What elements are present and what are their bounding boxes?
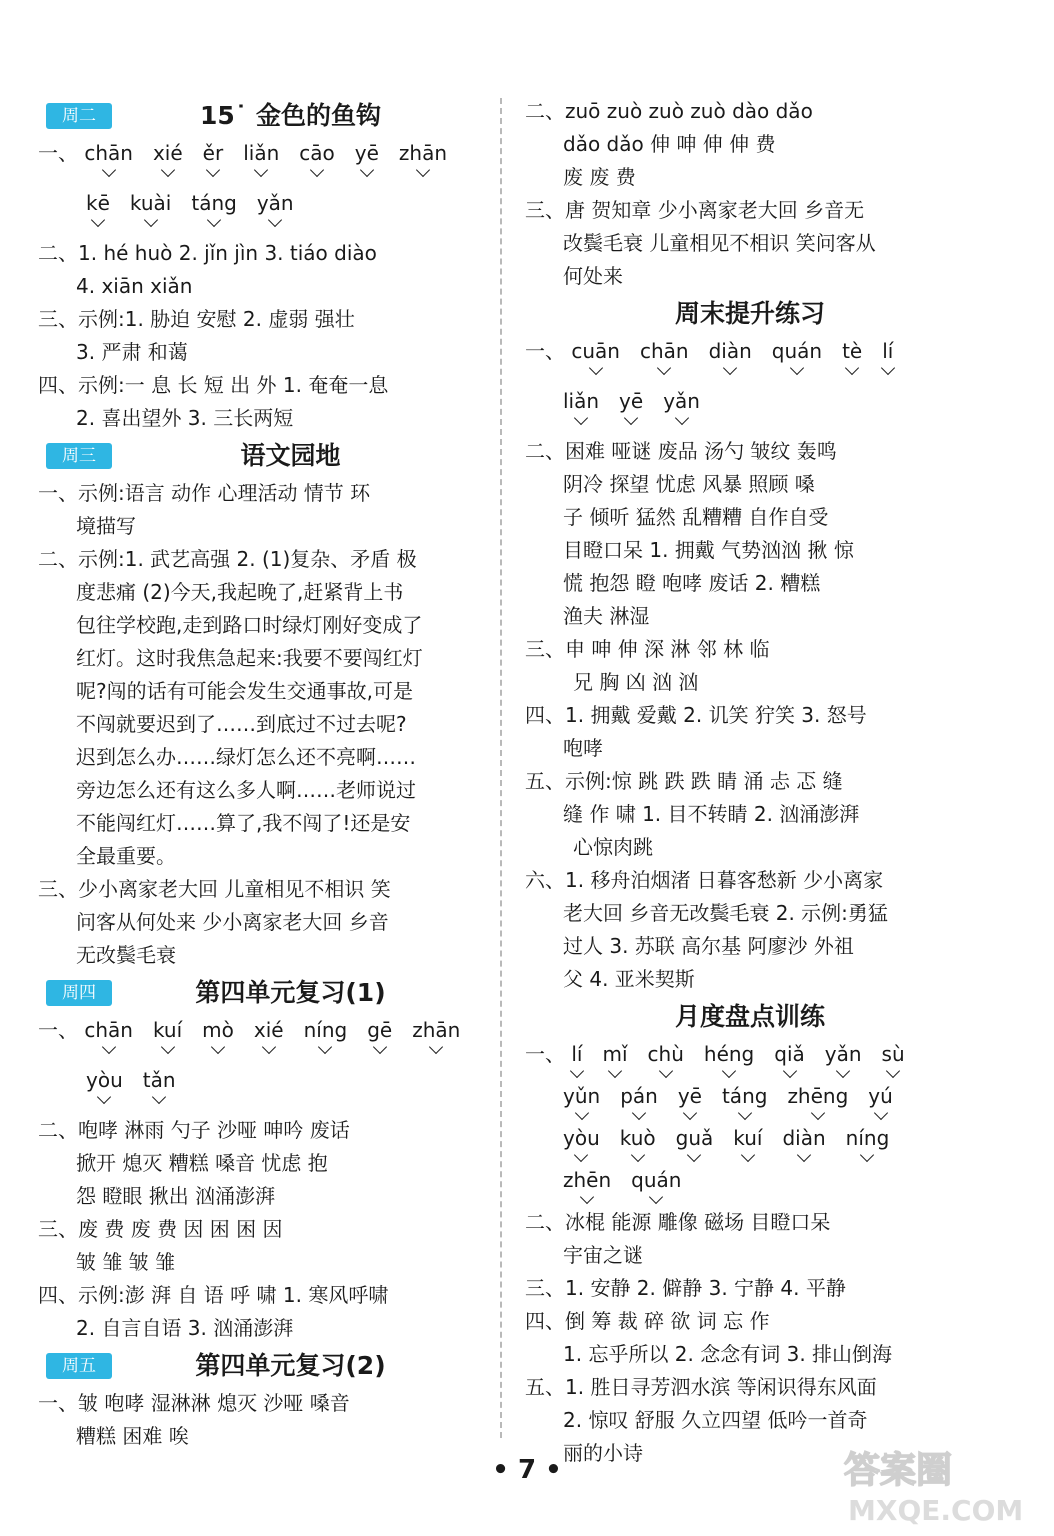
answer-line: 二、1. hé huò 2. jǐn jìn 3. tiáo diào: [38, 241, 377, 265]
left-column: [38, 95, 483, 1453]
answer-line: 全最重要。: [76, 844, 176, 868]
watermark-icon: [834, 1440, 1034, 1530]
answer-line: 咆哮: [563, 736, 603, 760]
answer-line: 境描写: [76, 514, 136, 538]
answer-line: 皱 雏 皱 雏: [76, 1250, 176, 1274]
pinyin-row: yòu kuò guǎ kuí diàn níng: [525, 1122, 975, 1164]
answer-line: 三、废 费 废 费 因 困 困 因: [38, 1217, 283, 1241]
section-heading: [38, 1345, 483, 1387]
answer-line: 子 倾听 猛然 乱糟糟 自作自受: [563, 505, 829, 529]
day-badge: 周五: [46, 1353, 112, 1379]
section-title: 第四单元复习(2): [195, 1351, 386, 1380]
answer-line: 旁边怎么还有这么多人啊……老师说过: [76, 778, 416, 802]
section-title: 周末提升练习: [674, 299, 825, 328]
section-heading: [38, 435, 483, 477]
answer-line: 父 4. 亚米契斯: [563, 967, 695, 991]
pinyin-row: 一、 lí mǐ chù héng qiǎ yǎn sù: [525, 1038, 975, 1080]
answer-line: 包往学校跑,走到路口时绿灯刚好变成了: [76, 613, 423, 637]
answer-line: 度悲痛 (2)今天,我起晚了,赶紧背上书: [76, 580, 404, 604]
answer-line: 二、冰棍 能源 雕像 磁场 目瞪口呆: [525, 1210, 831, 1234]
answer-line: 五、示例:惊 跳 跌 跌 睛 涌 忐 忑 缝: [525, 769, 843, 793]
answer-line: 二、zuō zuò zuò zuò dào dǎo: [525, 99, 813, 123]
answer-line: 兄 胸 凶 汹 汹: [573, 670, 699, 694]
answer-line: 三、少小离家老大回 儿童相见不相识 笑: [38, 877, 391, 901]
answer-line: 迟到怎么办……绿灯怎么还不亮啊……: [76, 745, 416, 769]
answer-line: 3. 严肃 和蔼: [76, 340, 188, 364]
answer-line: 改鬓毛衰 儿童相见不相识 笑问客从: [563, 231, 876, 255]
answer-line: 不能闯红灯……算了,我不闯了!还是安: [76, 811, 411, 835]
answer-line: 六、1. 移舟泊烟渚 日暮客愁新 少小离家: [525, 868, 884, 892]
answer-line: 1. 忘乎所以 2. 念念有词 3. 排山倒海: [563, 1342, 893, 1366]
answer-line: 呢?闯的话有可能会发生交通事故,可是: [76, 679, 413, 703]
answer-line: 四、倒 筹 裁 碎 欲 词 忘 作: [525, 1309, 770, 1333]
answer-line: 缝 作 啸 1. 目不转睛 2. 汹涌澎湃: [563, 802, 860, 826]
watermark-logo: [834, 1440, 1034, 1530]
section-title: 15˙ 金色的鱼钩: [200, 101, 381, 130]
answer-line: 四、示例:一 息 长 短 出 外 1. 奄奄一息: [38, 373, 389, 397]
answer-line: 三、示例:1. 胁迫 安慰 2. 虚弱 强壮: [38, 307, 355, 331]
answer-line: 二、咆哮 淋雨 勺子 沙哑 呻吟 废话: [38, 1118, 350, 1142]
section-heading: [38, 95, 483, 137]
pinyin-row: 一、 cuān chān diàn quán tè lí: [525, 335, 975, 385]
answer-line: 何处来: [563, 264, 623, 288]
answer-line: 目瞪口呆 1. 拥戴 气势汹汹 揪 惊: [563, 538, 854, 562]
answer-line: 老大回 乡音无改鬓毛衰 2. 示例:勇猛: [563, 901, 888, 925]
answer-line: 二、困难 哑谜 废品 汤勺 皱纹 轰鸣: [525, 439, 837, 463]
answer-line: 无改鬓毛衰: [76, 943, 176, 967]
section-title: 第四单元复习(1): [195, 978, 386, 1007]
answer-line: 4. xiān xiǎn: [76, 274, 193, 298]
answer-line: 渔夫 淋湿: [563, 604, 650, 628]
answer-line: 掀开 熄灭 糟糕 嗓音 忧虑 抱: [76, 1151, 328, 1175]
pinyin-row: 一、 chān xié ěr liǎn cāo yē zhān: [38, 137, 483, 187]
pinyin-row: yǔn pán yē táng zhēng yú: [525, 1080, 975, 1122]
answer-line: 心惊肉跳: [573, 835, 653, 859]
section-heading: [525, 996, 975, 1038]
pinyin-row: kē kuài táng yǎn: [38, 187, 483, 237]
column-divider: [500, 98, 502, 1438]
section-heading: [525, 293, 975, 335]
answer-line: 糟糕 困难 唉: [76, 1424, 189, 1448]
answer-line: 宇宙之谜: [563, 1243, 643, 1267]
svg-text:MXQE.COM: MXQE.COM: [848, 1494, 1024, 1527]
day-badge: 周二: [46, 103, 112, 129]
svg-text:答案圈: 答案圈: [844, 1450, 953, 1491]
answer-line: 红灯。这时我焦急起来:我要不要闯红灯: [76, 646, 423, 670]
answer-line: 丽的小诗: [563, 1441, 643, 1465]
answer-line: 过人 3. 苏联 高尔基 阿廖沙 外祖: [563, 934, 854, 958]
answer-line: 二、示例:1. 武艺高强 2. (1)复杂、矛盾 极: [38, 547, 417, 571]
pinyin-row: 一、 chān kuí mò xié níng gē zhān: [38, 1014, 483, 1064]
answer-line: 三、1. 安静 2. 僻静 3. 宁静 4. 平静: [525, 1276, 846, 1300]
answer-line: 一、皱 咆哮 湿淋淋 熄灭 沙哑 嗓音: [38, 1391, 350, 1415]
answer-line: 废 废 费: [563, 165, 636, 189]
pinyin-row: liǎn yē yǎn: [525, 385, 975, 435]
answer-line: 五、1. 胜日寻芳泗水滨 等闲识得东风面: [525, 1375, 877, 1399]
answer-line: 怨 瞪眼 揪出 汹涌澎湃: [76, 1184, 276, 1208]
answer-line: 一、示例:语言 动作 心理活动 情节 环: [38, 481, 371, 505]
pinyin-row: yòu tǎn: [38, 1064, 483, 1114]
answer-line: dǎo dǎo 伸 呻 伸 伸 费: [563, 132, 776, 156]
section-title: 月度盘点训练: [674, 1002, 825, 1031]
answer-line: 不闯就要迟到了……到底过不过去呢?: [76, 712, 407, 736]
right-column: [525, 95, 975, 1470]
answer-line: 四、示例:澎 湃 自 语 呼 啸 1. 寒风呼啸: [38, 1283, 389, 1307]
answer-line: 2. 自言自语 3. 汹涌澎湃: [76, 1316, 294, 1340]
answer-line: 四、1. 拥戴 爱戴 2. 讥笑 狞笑 3. 怒号: [525, 703, 867, 727]
answer-line: 2. 喜出望外 3. 三长两短: [76, 406, 294, 430]
pinyin-row: zhēn quán: [525, 1164, 975, 1206]
section-title: 语文园地: [240, 441, 341, 470]
day-badge: 周四: [46, 980, 112, 1006]
answer-line: 三、唐 贺知章 少小离家老大回 乡音无: [525, 198, 865, 222]
page-number: • 7 •: [492, 1455, 562, 1485]
section-heading: [38, 972, 483, 1014]
answer-line: 慌 抱怨 瞪 咆哮 废话 2. 糟糕: [563, 571, 821, 595]
answer-line: 阴冷 探望 忧虑 风暴 照顾 嗓: [563, 472, 815, 496]
answer-line: 问客从何处来 少小离家老大回 乡音: [76, 910, 389, 934]
day-badge: 周三: [46, 443, 112, 469]
answer-line: 三、申 呻 伸 深 淋 邻 林 临: [525, 637, 770, 661]
answer-line: 2. 惊叹 舒服 久立四望 低吟一首奇: [563, 1408, 868, 1432]
